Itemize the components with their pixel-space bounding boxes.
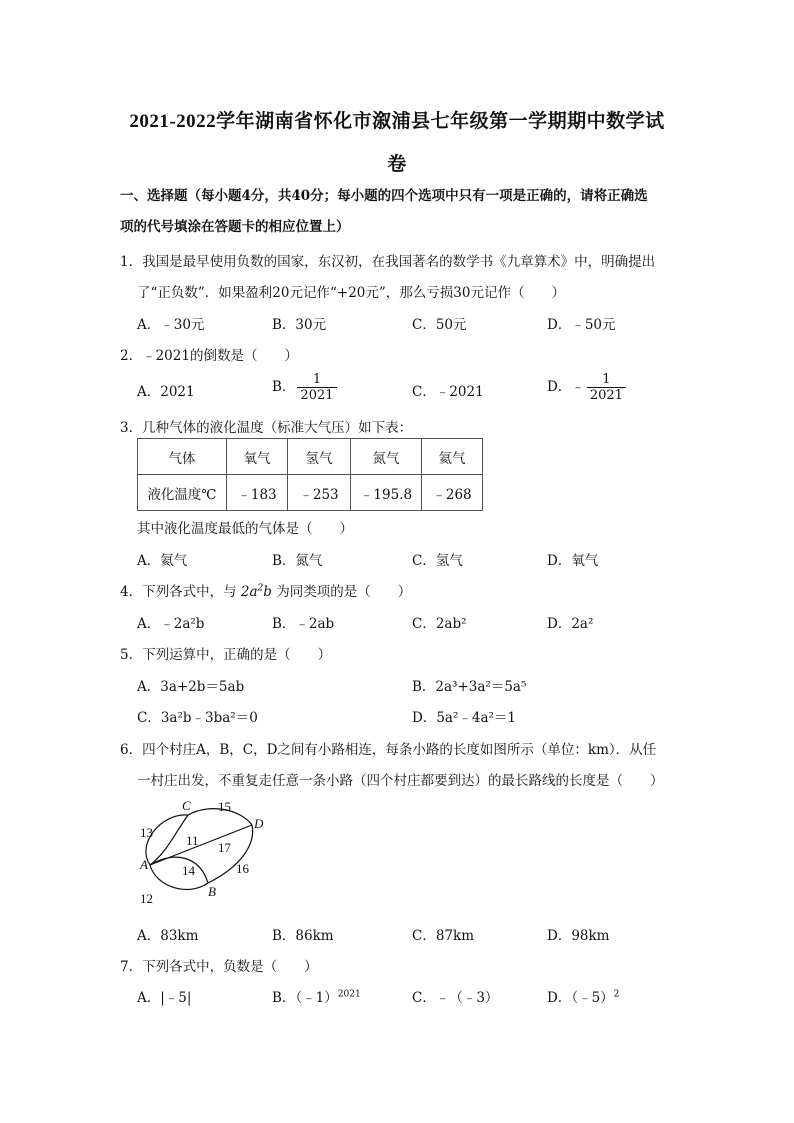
village-label-b: B [208,884,216,899]
village-label-a: A [140,857,148,872]
q7-option-a[interactable]: A．|﹣5| [137,990,192,1006]
gas-temperature-table [137,438,483,511]
q4-stem-end: 为同类项的是（ ） [276,584,412,600]
q6-option-a[interactable]: A．83km [137,928,199,944]
q2-option-b-fraction [297,372,336,403]
table-cell: ﹣253 [288,475,351,511]
q2-option-d-letter: D．﹣ [547,379,585,395]
q3-question: 其中液化温度最低的气体是（ ） [137,521,353,537]
section-heading-line1: 一、选择题（每小题4分，共40分；每小题的四个选项中只有一项是正确的，请将正确选 [120,188,648,204]
table-cell: 氮气 [351,439,422,475]
q3-option-c[interactable]: C．氢气 [412,553,463,569]
q3-option-a[interactable]: A．氦气 [137,553,188,569]
denominator: 2021 [297,387,336,403]
q6-option-d[interactable]: D．98km [547,928,610,944]
q7-option-c[interactable]: C．﹣（﹣3） [412,990,499,1006]
q1-option-b[interactable]: B．30元 [272,317,327,333]
table-row [138,439,483,475]
q4-expression: $2a^2b$ [240,583,272,600]
q7-option-b-base: B．（﹣1） [272,990,338,1006]
q2-option-c[interactable]: C．﹣2021 [412,384,484,400]
table-cell: ﹣183 [227,475,288,511]
q2-option-a[interactable]: A．2021 [137,384,195,400]
section-heading-line2: 项的代号填涂在答题卡的相应位置上） [120,219,350,235]
q3-option-b[interactable]: B．氮气 [272,553,323,569]
table-cell: ﹣268 [422,475,483,511]
section-heading [120,181,690,243]
q3-option-d[interactable]: D．氧气 [547,553,599,569]
road-length-14: 14 [182,863,195,878]
q2-stem: 2．﹣2021的倒数是（ ） [120,348,298,364]
q5-stem: 5．下列运算中，正确的是（ ） [120,647,332,663]
road-a-b-outer [150,865,208,889]
village-label-d: D [254,816,264,831]
q7-option-b-exponent: 2021 [337,989,361,1000]
road-length-15: 15 [218,799,231,814]
q4-stem-start: 4．下列各式中，与 [120,584,237,600]
q4-stem [120,580,411,600]
q5-option-c[interactable]: C．3a²b﹣3ba²＝0 [137,710,258,726]
numerator: 1 [602,372,611,387]
table-cell: 氦气 [422,439,483,475]
q6-stem-line2: 一村庄出发，不重复走任意一条小路（四个村庄都要到达）的最长路线的长度是（ ） [137,773,664,789]
q1-stem-line2: 了“正负数”．如果盈利20元记作“+20元”，那么亏损30元记作（ ） [137,285,565,301]
q3-stem: 3．几种气体的液化温度（标准大气压）如下表： [120,420,413,436]
road-length-13: 13 [140,825,153,840]
road-length-16: 16 [236,861,249,876]
q2-option-b-letter: B． [272,379,296,395]
road-length-12: 12 [140,891,153,906]
q2-option-b[interactable] [272,372,339,403]
q6-stem-line1: 6．四个村庄A，B，C，D之间有小路相连，每条小路的长度如图所示（单位：km）．从任 [120,742,657,758]
q5-option-a[interactable]: A．3a+2b＝5ab [137,679,245,695]
village-road-figure [130,795,280,910]
road-length-11: 11 [186,833,199,848]
q6-option-c[interactable]: C．87km [412,928,474,944]
q4-option-a[interactable]: A．﹣2a²b [137,616,205,632]
q7-option-d-base: D．（﹣5） [547,990,614,1006]
table-row [138,475,483,511]
q6-option-b[interactable]: B．86km [272,928,334,944]
q4-option-c[interactable]: C．2ab² [412,616,467,632]
table-cell: 气体 [138,439,227,475]
exam-title-continued: 卷 [387,154,407,175]
table-cell: 氧气 [227,439,288,475]
exam-title: 2021-2022学年湖南省怀化市溆浦县七年级第一学期期中数学试 [129,111,665,132]
q7-option-b[interactable] [272,986,361,1006]
denominator: 2021 [587,387,626,403]
q1-option-a[interactable]: A．﹣30元 [137,317,205,333]
q2-option-d-fraction [587,372,626,403]
q1-option-d[interactable]: D．﹣50元 [547,317,616,333]
table-cell: 液化温度℃ [138,475,227,511]
q7-option-d[interactable] [547,986,619,1006]
q4-option-d[interactable]: D．2a² [547,616,594,632]
numerator: 1 [312,372,322,387]
q1-stem-line1: 1．我国是最早使用负数的国家，东汉初，在我国著名的数学书《九章算术》中，明确提出 [120,254,656,270]
q5-option-b[interactable]: B．2a³+3a²＝5a⁵ [412,679,527,695]
table-cell: 氢气 [288,439,351,475]
table-cell: ﹣195.8 [351,475,422,511]
q7-option-d-exponent: 2 [613,989,620,1000]
road-length-17: 17 [218,840,231,855]
q4-option-b[interactable]: B．﹣2ab [272,616,335,632]
q1-option-c[interactable]: C．50元 [412,317,467,333]
q7-stem: 7．下列各式中，负数是（ ） [120,959,318,975]
village-label-c: C [182,798,191,813]
q5-option-d[interactable]: D．5a²﹣4a²＝1 [412,710,517,726]
q2-option-d[interactable] [547,372,628,403]
